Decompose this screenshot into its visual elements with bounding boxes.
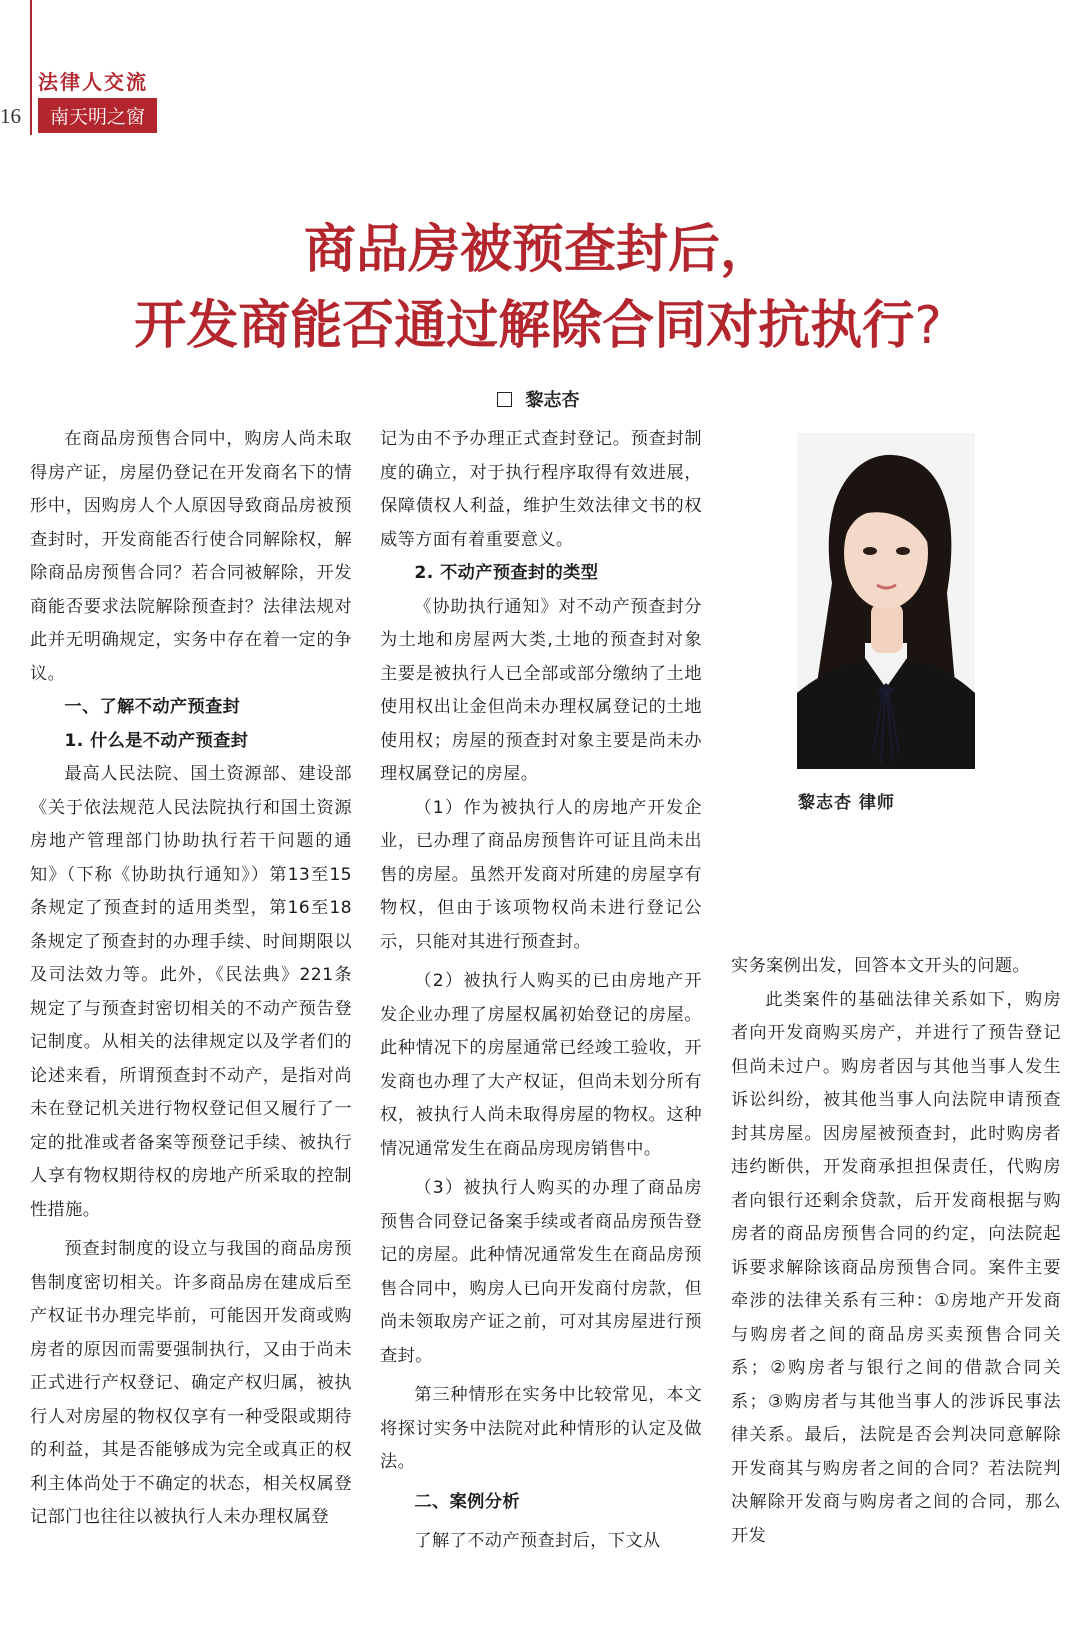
paragraph: 了解了不动产预查封后，下文从 xyxy=(414,1531,661,1551)
author-name: 黎志杏 xyxy=(525,390,580,411)
author-photo xyxy=(797,433,975,769)
paragraph-continued: 记为由不予办理正式查封登记。预查封制度的确立，对于执行程序取得有效进展，保障债权人利益，维护生效法律文书的权威等方面有着重要意义。 xyxy=(380,429,702,550)
byline-square-icon xyxy=(497,392,512,407)
paragraph: （2）被执行人购买的已由房地产开发企业办理了房屋权属初始登记的房屋。此种情况下的房屋通常已经竣工验收，开发商也办理了大产权证，但尚未划分所有权，被执行人尚未取得房屋的物权。这种情况通常发生在商品房现房销售中。 xyxy=(380,971,702,1159)
section-heading: 二、案例分析 xyxy=(414,1491,520,1512)
author-portrait-illustration xyxy=(797,433,975,769)
body-column-3 xyxy=(731,950,1061,1553)
paragraph: 在商品房预售合同中，购房人尚未取得房产证，房屋仍登记在开发商名下的情形中，因购房人个人原因导致商品房被预查封时，开发商能否行使合同解除权，解除商品房预售合同？若合同被解除，开发商能否要求法院解除预查封？法律法规对此并无明确规定，实务中存在着一定的争议。 xyxy=(30,429,352,684)
photo-caption: 黎志杏 律师 xyxy=(798,793,895,813)
title-question-mark: ? xyxy=(914,296,942,356)
subsection-heading: 2. 不动产预查封的类型 xyxy=(414,563,599,583)
paragraph: 最高人民法院、国土资源部、建设部《关于依法规范人民法院执行和国土资源房地产管理部门协助执行若干问题的通知》（下称《协助执行通知》）第13至15条规定了预查封的适用类型，第16至18条规定了预查封的办理手续、时间期限以及司法效力等。此外，《民法典》221条规定了与预查封密切相关的不动产预告登记制度。从相关的法律规定以及学者们的论述来看，所谓预查封不动产，是指对尚未在登记机关进行物权登记但又履行了一定的批准或者备案等预登记手续、被执行人享有物权期待权的房地产所采取的控制性措施。 xyxy=(30,764,352,1220)
paragraph: （3）被执行人购买的办理了商品房预售合同登记备案手续或者商品房预告登记的房屋。此种情况通常发生在商品房预售合同中，购房人已向开发商付房款，但尚未领取房产证之前，可对其房屋进行预查封。 xyxy=(380,1178,702,1366)
paragraph: 此类案件的基础法律关系如下，购房者向开发商购买房产，并进行了预告登记但尚未过户。购房者因与其他当事人发生诉讼纠纷，被其他当事人向法院申请预查封其房屋。因房屋被预查封，此时购房者违约断供，开发商承担担保责任，代购房者向银行还剩余贷款，后开发商根据与购房者的商品房预售合同的约定，向法院起诉要求解除该商品房预售合同。案件主要牵涉的法律关系有三种：①房地产开发商与购房者之间的商品房买卖预售合同关系；②购房者与银行之间的借款合同关系；③购房者与其他当事人的涉诉民事法律关系。最后，法院是否会判决同意解除开发商其与购房者之间的合同？若法院判决解除开发商与购房者之间的合同，那么开发 xyxy=(731,989,1061,1546)
title-line-2-text: 开发商能否通过解除合同对抗执行 xyxy=(134,296,915,356)
byline xyxy=(0,386,1076,412)
article-title xyxy=(0,212,1076,364)
header-rule xyxy=(30,0,32,135)
page-number: 16 xyxy=(0,104,21,128)
section-heading: 一、了解不动产预查封 xyxy=(64,697,241,717)
column-label: 南天明之窗 xyxy=(38,98,157,133)
paragraph: 第三种情形在实务中比较常见，本文将探讨实务中法院对此种情形的认定及做法。 xyxy=(380,1385,702,1472)
body-column-2 xyxy=(380,423,702,1559)
paragraph-continued: 实务案例出发，回答本文开头的问题。 xyxy=(731,956,1030,976)
title-line-1: 商品房被预查封后， xyxy=(303,220,772,280)
paragraph: 《协助执行通知》对不动产预查封分为土地和房屋两大类,土地的预查封对象主要是被执行人已全部或部分缴纳了土地使用权出让金但尚未办理权属登记的土地使用权；房屋的预查封对象主要是尚未办理权属登记的房屋。 xyxy=(380,596,702,784)
paragraph: （1）作为被执行人的房地产开发企业，已办理了商品房预售许可证且尚未出售的房屋。虽然开发商对所建的房屋享有物权，但由于该项物权尚未进行登记公示，只能对其进行预查封。 xyxy=(380,797,702,952)
title-line-2 xyxy=(0,288,1076,364)
subsection-heading: 1. 什么是不动产预查封 xyxy=(64,730,249,751)
paragraph: 预查封制度的设立与我国的商品房预售制度密切相关。许多商品房在建成后至产权证书办理完毕前，可能因开发商或购房者的原因而需要强制执行，又由于尚未正式进行产权登记、确定产权归属，被执行人对房屋的物权仅享有一种受限或期待的利益，其是否能够成为完全或真正的权利主体尚处于不确定的状态，相关权属登记部门也往往以被执行人未办理权属登 xyxy=(30,1239,352,1527)
body-column-1 xyxy=(30,423,352,1535)
section-label: 法律人交流 xyxy=(38,70,148,94)
